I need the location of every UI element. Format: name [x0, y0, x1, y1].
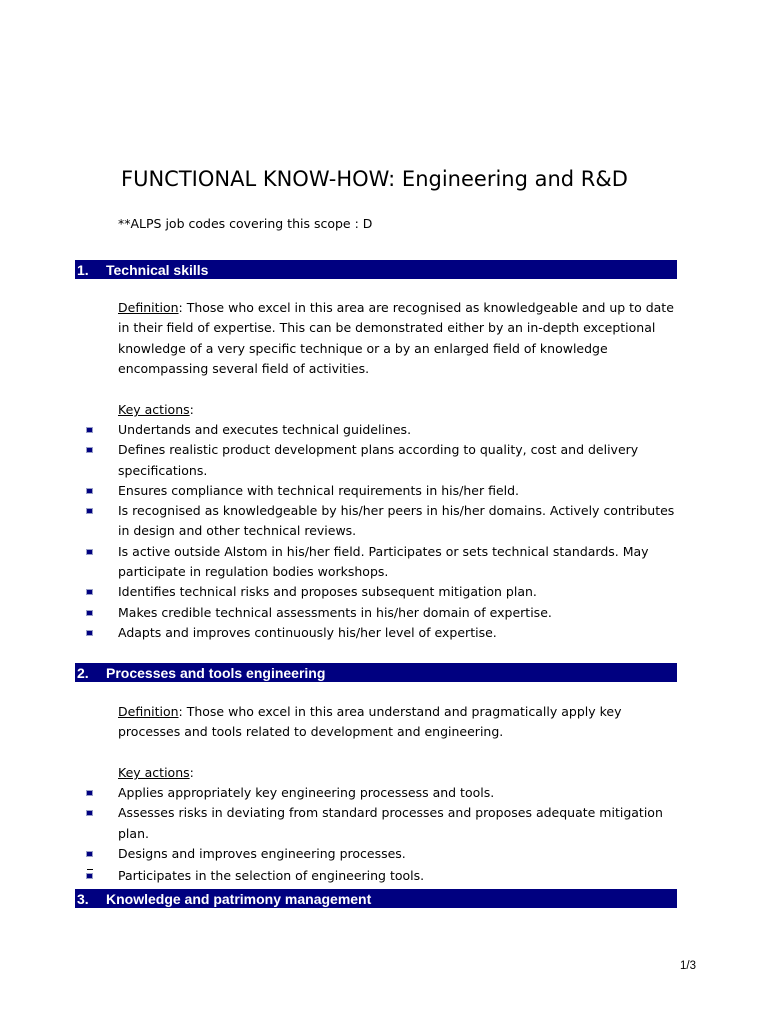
definition-paragraph — [118, 702, 678, 743]
list-item: Designs and improves engineering processes. — [86, 844, 678, 864]
section-header-technical-skills — [75, 260, 677, 279]
definition-label: Definition — [118, 300, 179, 315]
bullet-square-icon — [86, 589, 93, 595]
bullet-square-icon — [86, 508, 93, 514]
bullet-square-icon — [86, 447, 93, 453]
list-item: Assesses risks in deviating from standard processes and proposes adequate mitigation plan. — [86, 803, 678, 844]
key-actions-list — [86, 783, 678, 886]
definition-text: : Those who excel in this area understand and pragmatically apply key processes and tools related to development and engineering. — [118, 704, 622, 740]
definition-paragraph — [118, 298, 678, 379]
key-actions-list — [86, 420, 678, 643]
key-actions-label: Key actions — [118, 765, 190, 780]
key-actions-label: Key actions — [118, 402, 190, 417]
section-number: 2. — [77, 664, 89, 681]
bullet-square-icon — [86, 549, 93, 555]
key-actions-heading — [118, 763, 194, 783]
stray-dash — [87, 869, 93, 870]
document-title: FUNCTIONAL KNOW-HOW: Engineering and R&D — [121, 167, 628, 191]
list-item: Identifies technical risks and proposes subsequent mitigation plan. — [86, 582, 678, 602]
section-number: 3. — [77, 890, 89, 907]
page-number: 1/3 — [680, 960, 696, 972]
bullet-square-icon — [86, 873, 93, 879]
bullet-square-icon — [86, 630, 93, 636]
key-actions-heading — [118, 400, 194, 420]
list-item: Defines realistic product development plans according to quality, cost and delivery specifications. — [86, 440, 678, 481]
list-item: Participates in the selection of engineering tools. — [86, 866, 678, 886]
list-item: Is active outside Alstom in his/her field. Participates or sets technical standards. May participate in regulation bodies workshops. — [86, 542, 678, 583]
list-item: Adapts and improves continuously his/her level of expertise. — [86, 623, 678, 643]
bullet-square-icon — [86, 610, 93, 616]
bullet-square-icon — [86, 810, 93, 816]
bullet-square-icon — [86, 790, 93, 796]
section-header-knowledge-patrimony — [75, 889, 677, 908]
list-item: Makes credible technical assessments in his/her domain of expertise. — [86, 603, 678, 623]
section-title: Technical skills — [106, 261, 209, 278]
bullet-square-icon — [86, 488, 93, 494]
section-title: Processes and tools engineering — [106, 664, 326, 681]
key-actions-colon: : — [189, 765, 194, 780]
list-item: Ensures compliance with technical requirements in his/her field. — [86, 481, 678, 501]
list-item: Undertands and executes technical guidelines. — [86, 420, 678, 440]
list-item: Applies appropriately key engineering processess and tools. — [86, 783, 678, 803]
section-number: 1. — [77, 261, 89, 278]
definition-text: : Those who excel in this area are recognised as knowledgeable and up to date in their field of expertise. This can be demonstrated either by an in-depth exceptional knowledge of a very specific technique or a by an enlarged field of knowledge encompassing several field of activities. — [118, 300, 674, 376]
job-codes-note: **ALPS job codes covering this scope : D — [118, 216, 373, 231]
bullet-square-icon — [86, 851, 93, 857]
section-title: Knowledge and patrimony management — [106, 890, 372, 907]
definition-label: Definition — [118, 704, 179, 719]
key-actions-colon: : — [189, 402, 194, 417]
list-item: Is recognised as knowledgeable by his/her peers in his/her domains. Actively contributes in design and other technical reviews. — [86, 501, 678, 542]
section-header-processes-tools — [75, 663, 677, 682]
bullet-square-icon — [86, 427, 93, 433]
